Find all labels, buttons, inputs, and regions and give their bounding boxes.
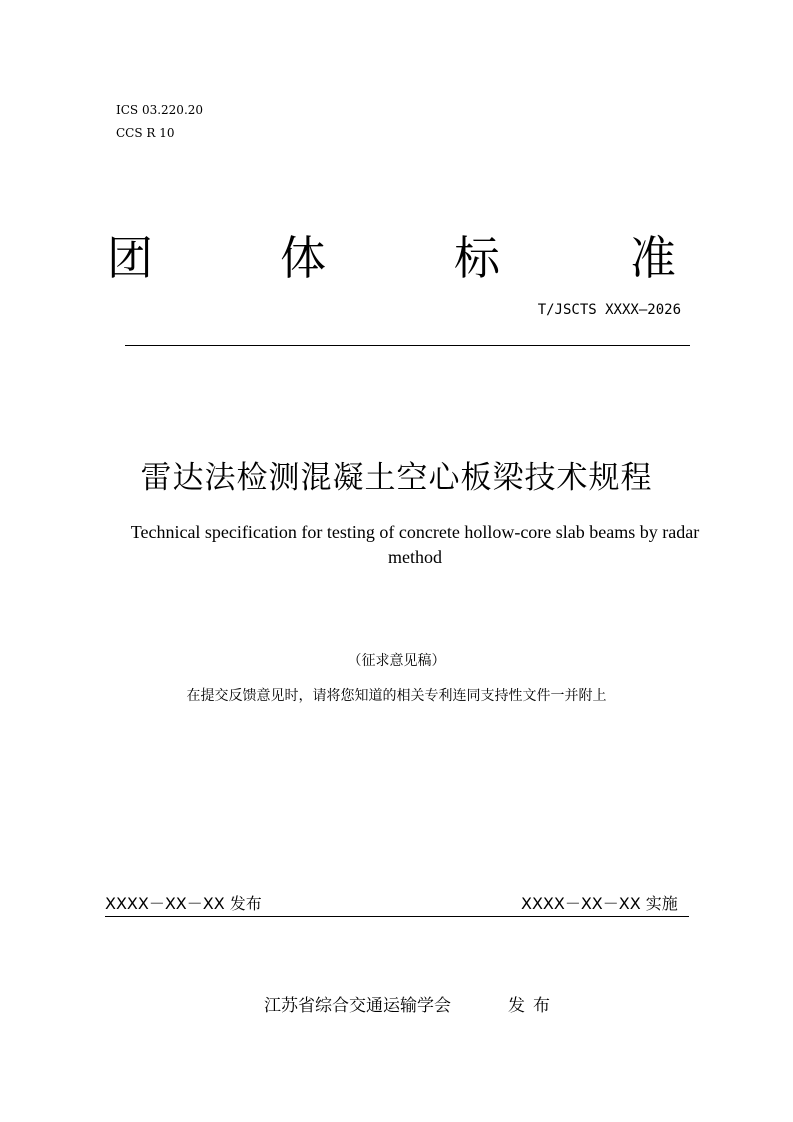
title-chinese: 雷达法检测混凝土空心板梁技术规程: [140, 460, 653, 496]
top-divider: [125, 345, 690, 346]
standard-number: T/JSCTS XXXX—2026: [537, 302, 681, 318]
category-char-1: 团: [107, 231, 153, 285]
category-char-2: 体: [280, 231, 326, 285]
category-char-4: 准: [630, 231, 676, 285]
category-char-3: 标: [454, 231, 500, 285]
draft-label: （征求意见稿）: [347, 653, 446, 669]
publish-label: 发布: [508, 996, 558, 1016]
ics-code: ICS 03.220.20: [116, 103, 204, 117]
bottom-divider: [105, 916, 689, 917]
patent-notice: 在提交反馈意见时，请将您知道的相关专利连同支持性文件一并附上: [186, 688, 607, 704]
release-date: XXXX－XX－XX 发布: [105, 894, 262, 913]
implementation-date: XXXX－XX－XX 实施: [521, 894, 678, 913]
title-english: Technical specification for testing of concrete hollow-core slab beams by radar method: [130, 522, 700, 567]
publisher-name: 江苏省综合交通运输学会: [264, 996, 451, 1016]
ccs-code: CCS R 10: [116, 126, 175, 140]
